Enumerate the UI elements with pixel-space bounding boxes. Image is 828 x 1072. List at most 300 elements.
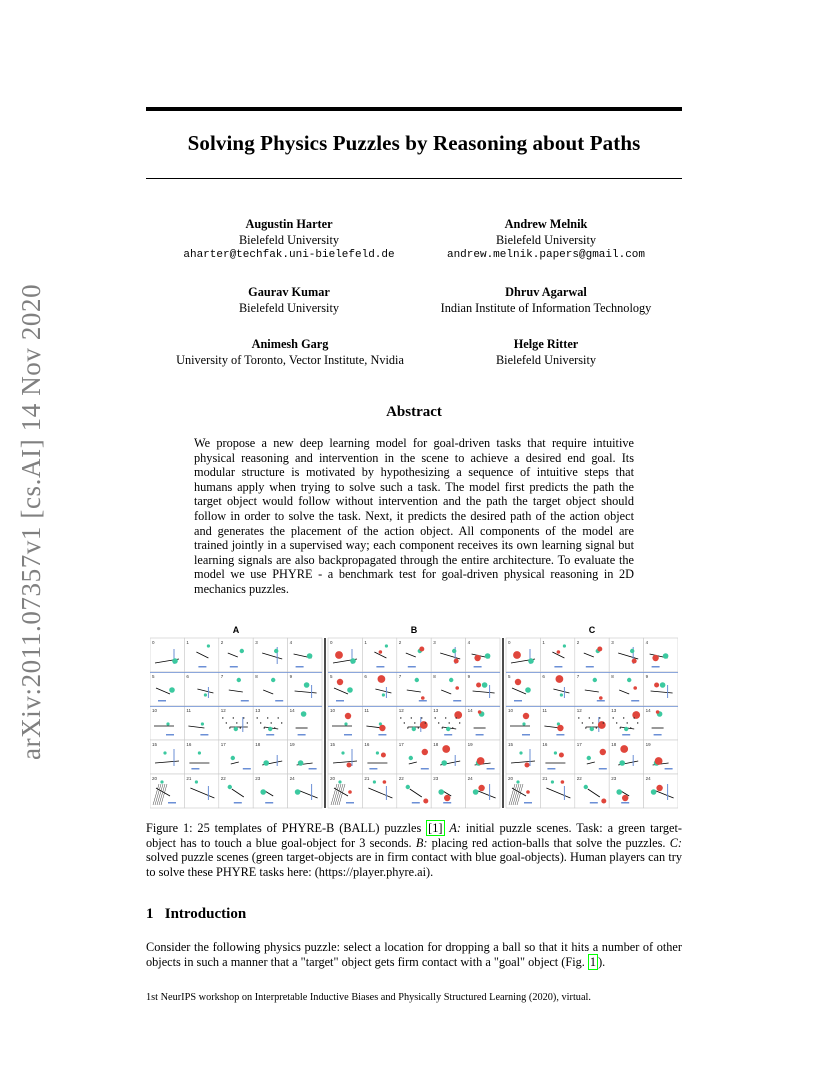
action-ball: [454, 711, 462, 719]
goal-object: [586, 666, 594, 668]
goal-object: [474, 666, 482, 668]
action-ball: [597, 647, 602, 652]
target-ball: [344, 722, 347, 725]
action-ball: [474, 655, 480, 661]
target-ball: [260, 789, 266, 795]
target-ball: [441, 760, 447, 766]
cell-number: 2: [220, 640, 224, 645]
target-ball: [627, 678, 631, 682]
cell-number: 20: [152, 776, 158, 781]
cell-number: 11: [364, 708, 370, 713]
dynamic-dot: [271, 722, 272, 723]
action-ball: [335, 651, 343, 659]
puzzle-cell: [288, 638, 322, 672]
dynamic-dot: [243, 717, 244, 718]
cell-number: 24: [289, 776, 295, 781]
target-ball: [350, 658, 356, 664]
dynamic-dot: [240, 727, 241, 728]
target-ball: [237, 678, 241, 682]
action-ball: [455, 686, 459, 690]
dynamic-dot: [264, 727, 265, 728]
target-ball: [409, 756, 413, 760]
dynamic-dot: [627, 722, 628, 723]
puzzle-grid-figure: [150, 622, 678, 810]
goal-object: [665, 768, 673, 770]
goal-object: [243, 768, 251, 770]
cell-number: 19: [467, 742, 473, 747]
dynamic-dot: [247, 722, 248, 723]
action-ball: [523, 713, 529, 719]
dynamic-dot: [414, 722, 415, 723]
cell-number: 21: [542, 776, 548, 781]
dynamic-dot: [274, 727, 275, 728]
author-affiliation: Bielefeld University: [495, 352, 597, 367]
target-ball: [630, 649, 634, 653]
cell-number: 2: [398, 640, 402, 645]
goal-object: [597, 700, 605, 702]
goal-object: [444, 734, 452, 736]
target-ball: [438, 789, 444, 795]
action-ball: [556, 675, 564, 683]
goal-object: [266, 734, 274, 736]
dynamic-dot: [400, 717, 401, 718]
author-name: Dhruv Agarwal: [505, 285, 587, 299]
action-ball: [421, 696, 425, 700]
action-ball: [476, 683, 481, 688]
target-ball: [619, 760, 625, 766]
cell-number: 14: [467, 708, 473, 713]
action-ball: [656, 785, 662, 791]
target-ball: [415, 678, 419, 682]
intro-paragraph: [146, 940, 682, 969]
action-ball: [347, 763, 352, 768]
action-ball: [379, 650, 383, 654]
dynamic-dot: [616, 722, 617, 723]
target-ball: [584, 785, 588, 789]
target-ball: [616, 789, 622, 795]
dynamic-dot: [229, 727, 230, 728]
target-ball: [473, 789, 479, 795]
action-ball: [525, 763, 530, 768]
cell-number: 20: [330, 776, 336, 781]
cell-number: 0: [330, 640, 333, 645]
cell-number: 11: [542, 708, 548, 713]
target-ball: [482, 682, 488, 688]
target-ball: [624, 727, 628, 731]
target-ball: [201, 722, 204, 725]
dynamic-dot: [582, 722, 583, 723]
goal-object: [487, 768, 495, 770]
target-ball: [446, 727, 450, 731]
dynamic-dot: [407, 727, 408, 728]
dynamic-dot: [226, 722, 227, 723]
action-ball: [419, 647, 424, 652]
target-ball: [274, 649, 278, 653]
target-ball: [452, 649, 456, 653]
goal-object: [309, 768, 317, 770]
cell-number: 22: [398, 776, 404, 781]
goal-object: [419, 700, 427, 702]
goal-object: [275, 700, 283, 702]
cell-number: 0: [152, 640, 155, 645]
dynamic-dot: [404, 722, 405, 723]
target-ball: [522, 722, 525, 725]
target-ball: [485, 653, 491, 659]
goal-object: [654, 734, 662, 736]
goal-object: [265, 802, 273, 804]
target-ball: [406, 785, 410, 789]
target-ball: [263, 760, 269, 766]
action-ball: [381, 753, 386, 758]
action-ball: [632, 711, 640, 719]
cell-number: 0: [508, 640, 511, 645]
goal-object: [453, 700, 461, 702]
cell-number: 7: [398, 674, 402, 679]
author-affiliation: University of Toronto, Vector Institute, Nvidia: [176, 352, 404, 367]
target-ball: [376, 751, 379, 754]
cell-number: 17: [398, 742, 404, 747]
cell-number: 1: [186, 640, 189, 645]
puzzle-cell: [644, 638, 678, 672]
goal-object: [346, 802, 354, 804]
cell-number: 12: [220, 708, 226, 713]
goal-object: [476, 734, 484, 736]
cell-number: 5: [152, 674, 155, 679]
cell-number: 11: [186, 708, 192, 713]
goal-object: [369, 768, 377, 770]
caption-c-text: solved puzzle scenes (green target-objects are in firm contact with blue goal-objects). Human players can try to solve these PHYRE tasks here: (https://player.phyre.ai).: [146, 850, 682, 879]
goal-object: [378, 734, 386, 736]
cell-number: 13: [611, 708, 617, 713]
author-affiliation: Bielefeld University: [238, 300, 340, 315]
target-ball: [307, 653, 313, 659]
action-ball: [599, 696, 603, 700]
action-ball: [513, 651, 521, 659]
intro-text: Consider the following physics puzzle: select a location for dropping a ball so that it hits a number of other objects in such a manner that a "target" object gets firm contact with a "goal" object (Fig.: [146, 940, 682, 969]
author-affiliation: Bielefeld University: [238, 232, 340, 247]
cell-number: 24: [645, 776, 651, 781]
dynamic-dot: [281, 722, 282, 723]
goal-object: [408, 666, 416, 668]
target-ball: [271, 678, 275, 682]
action-ball: [557, 725, 563, 731]
action-ball: [559, 753, 564, 758]
dynamic-dot: [620, 727, 621, 728]
target-ball: [169, 687, 175, 693]
puzzle-cell: [431, 638, 465, 672]
title-rule: [146, 178, 682, 179]
action-ball: [337, 679, 343, 685]
puzzle-cell: [644, 672, 678, 706]
cell-number: 21: [186, 776, 192, 781]
author-name: Augustin Harter: [245, 217, 333, 231]
cell-number: 18: [611, 742, 617, 747]
cell-number: 17: [220, 742, 226, 747]
puzzle-cell: [506, 672, 540, 706]
dynamic-dot: [456, 717, 457, 718]
author-affiliation: Bielefeld University: [495, 232, 597, 247]
dynamic-dot: [278, 717, 279, 718]
action-ball: [345, 713, 351, 719]
target-ball: [240, 649, 244, 653]
cell-number: 23: [611, 776, 617, 781]
cell-number: 2: [576, 640, 580, 645]
goal-object: [230, 666, 238, 668]
target-ball: [301, 711, 307, 717]
panel-label: B: [410, 625, 418, 635]
puzzle-cell: [288, 672, 322, 706]
target-ball: [412, 727, 416, 731]
target-ball: [563, 644, 566, 647]
citation-link[interactable]: [1]: [428, 821, 443, 835]
cell-number: 16: [364, 742, 370, 747]
abstract-text: We propose a new deep learning model for goal-driven tasks that require intuitive physical reasoning and intervention in the scene to achieve a desired end goal. Its modular structure is motivated by hypothesizing a sequence of intuitive steps that humans apply when trying to solve such a task. The model first predicts the path the target object would follow without intervention and the path the target object should follow in order to solve the task. Next, it predicts the desired path of the action object and generates the placement of the action object. All components of the model are trained jointly in a supervised way; each component receives its own learning signal but learning signals are also backpropagated through the entire architecture. To evaluate the model we use PHYRE - a benchmark test for goal-driven physical reasoning in 2D mechanics puzzles.: [194, 436, 634, 596]
author-block-1: [160, 217, 418, 264]
cell-number: 7: [220, 674, 224, 679]
caption-c-label: C:: [669, 835, 682, 850]
action-ball: [656, 710, 660, 714]
action-ball: [478, 785, 484, 791]
dynamic-dot: [592, 722, 593, 723]
dynamic-dot: [623, 717, 624, 718]
target-ball: [373, 780, 376, 783]
caption-b-text: placing red action-balls that solve the puzzles.: [427, 835, 670, 850]
target-ball: [516, 780, 519, 783]
goal-object: [241, 700, 249, 702]
target-ball: [382, 693, 385, 696]
goal-object: [234, 802, 242, 804]
dynamic-dot: [459, 722, 460, 723]
author-name: Andrew Melnik: [504, 217, 588, 231]
caption-a-text: initial puzzle scenes. Task: a green target-object has to touch a blue goal-object for 3 seconds.: [146, 821, 682, 850]
cell-number: 24: [467, 776, 473, 781]
figure-1: [150, 622, 678, 810]
target-ball: [234, 727, 238, 731]
target-ball: [160, 780, 163, 783]
cell-number: 1: [364, 640, 367, 645]
cell-number: 7: [576, 674, 580, 679]
caption-a-label: A:: [449, 821, 462, 835]
author-block-6: [418, 337, 674, 368]
caption-lead: Figure 1: 25 templates of PHYRE-B (BALL) puzzles: [146, 821, 427, 835]
section-number: 1: [146, 906, 154, 922]
dynamic-dot: [418, 727, 419, 728]
puzzle-cell: [328, 672, 362, 706]
goal-object: [336, 700, 344, 702]
dynamic-dot: [435, 717, 436, 718]
action-ball: [526, 790, 530, 794]
cell-number: 19: [289, 742, 295, 747]
author-email[interactable]: andrew.melnik.papers@gmail.com: [446, 249, 646, 261]
goal-object: [590, 802, 598, 804]
puzzle-cell: [466, 672, 500, 706]
goal-object: [168, 802, 176, 804]
author-block-2: [418, 217, 674, 264]
action-ball: [422, 749, 428, 755]
action-ball: [515, 679, 521, 685]
action-ball: [444, 795, 450, 801]
dynamic-dot: [630, 727, 631, 728]
target-ball: [560, 693, 563, 696]
target-ball: [385, 644, 388, 647]
dynamic-dot: [411, 717, 412, 718]
target-ball: [347, 687, 353, 693]
goal-object: [191, 768, 199, 770]
action-ball: [632, 659, 637, 664]
cell-number: 14: [289, 708, 295, 713]
target-ball: [195, 780, 198, 783]
cell-number: 10: [330, 708, 336, 713]
dynamic-dot: [637, 722, 638, 723]
goal-object: [621, 802, 629, 804]
cell-number: 9: [645, 674, 649, 679]
cell-number: 22: [576, 776, 582, 781]
target-ball: [590, 727, 594, 731]
goal-object: [547, 768, 555, 770]
paper-title: Solving Physics Puzzles by Reasoning about Paths: [187, 131, 641, 155]
target-ball: [204, 693, 207, 696]
dynamic-dot: [599, 717, 600, 718]
action-ball: [442, 745, 450, 753]
cell-number: 13: [433, 708, 439, 713]
target-ball: [651, 789, 657, 795]
cell-number: 9: [467, 674, 471, 679]
target-ball: [268, 727, 272, 731]
puzzle-cell: [466, 638, 500, 672]
cell-number: 8: [611, 674, 614, 679]
action-ball: [598, 721, 606, 729]
cell-number: 6: [542, 674, 545, 679]
puzzle-cell: [328, 638, 362, 672]
section-heading: [146, 906, 246, 923]
target-ball: [304, 682, 310, 688]
target-ball: [551, 780, 554, 783]
cell-number: 4: [289, 640, 293, 645]
panel-label: A: [232, 625, 240, 635]
cell-number: 19: [645, 742, 651, 747]
goal-object: [158, 700, 166, 702]
dynamic-dot: [425, 722, 426, 723]
action-ball: [478, 710, 482, 714]
target-ball: [231, 756, 235, 760]
target-ball: [663, 653, 669, 659]
action-ball: [383, 780, 387, 784]
goal-object: [421, 768, 429, 770]
puzzle-cell: [150, 638, 184, 672]
dynamic-dot: [578, 717, 579, 718]
cell-number: 15: [508, 742, 514, 747]
target-ball: [593, 678, 597, 682]
dynamic-dot: [257, 717, 258, 718]
dynamic-dot: [233, 717, 234, 718]
puzzle-cell: [506, 638, 540, 672]
cell-number: 4: [467, 640, 471, 645]
puzzle-cell: [253, 638, 287, 672]
cell-number: 10: [508, 708, 514, 713]
cell-number: 9: [289, 674, 293, 679]
dynamic-dot: [222, 717, 223, 718]
arxiv-identifier: arXiv:2011.07357v1 [cs.AI] 14 Nov 2020: [16, 283, 46, 760]
cell-number: 3: [255, 640, 258, 645]
author-block-5: [150, 337, 430, 368]
cell-number: 21: [364, 776, 370, 781]
target-ball: [449, 678, 453, 682]
author-email[interactable]: aharter@techfak.uni-bielefeld.de: [183, 249, 395, 261]
cell-number: 12: [576, 708, 582, 713]
figure-ref-link[interactable]: 1: [589, 954, 597, 969]
action-ball: [601, 799, 606, 804]
cell-number: 23: [255, 776, 261, 781]
cell-number: 18: [255, 742, 261, 747]
cell-number: 23: [433, 776, 439, 781]
dynamic-dot: [452, 727, 453, 728]
target-ball: [163, 751, 166, 754]
goal-object: [514, 700, 522, 702]
cell-number: 14: [645, 708, 651, 713]
figure-caption: [146, 821, 682, 879]
puzzle-cell: [184, 672, 218, 706]
action-ball: [557, 650, 561, 654]
cell-number: 6: [364, 674, 367, 679]
dynamic-dot: [634, 717, 635, 718]
goal-object: [200, 734, 208, 736]
action-ball: [420, 721, 428, 729]
cell-number: 18: [433, 742, 439, 747]
goal-object: [524, 802, 532, 804]
cell-number: 16: [542, 742, 548, 747]
goal-object: [522, 734, 530, 736]
cell-number: 6: [186, 674, 189, 679]
cell-number: 5: [330, 674, 333, 679]
dynamic-dot: [260, 722, 261, 723]
goal-object: [556, 734, 564, 736]
intro-end: ).: [598, 954, 606, 969]
goal-object: [652, 666, 660, 668]
dynamic-dot: [603, 722, 604, 723]
author-name: Animesh Garg: [251, 337, 329, 351]
caption-b-label: B:: [415, 835, 428, 850]
author-affiliation: Indian Institute of Information Technology: [440, 300, 652, 315]
panel-label: C: [588, 625, 596, 635]
puzzle-cell: [150, 672, 184, 706]
target-ball: [338, 780, 341, 783]
action-ball: [477, 757, 485, 765]
cell-number: 8: [255, 674, 258, 679]
target-ball: [207, 644, 210, 647]
target-ball: [554, 751, 557, 754]
action-ball: [633, 686, 637, 690]
puzzle-cell: [609, 638, 643, 672]
cell-number: 3: [611, 640, 614, 645]
cell-number: 10: [152, 708, 158, 713]
target-ball: [525, 687, 531, 693]
top-rule: [146, 107, 682, 111]
cell-number: 4: [645, 640, 649, 645]
cell-number: 20: [508, 776, 514, 781]
author-block-4: [418, 285, 674, 316]
goal-object: [631, 700, 639, 702]
target-ball: [295, 789, 301, 795]
action-ball: [620, 745, 628, 753]
goal-object: [298, 734, 306, 736]
goal-object: [198, 666, 206, 668]
target-ball: [172, 658, 178, 664]
goal-object: [599, 768, 607, 770]
author-name: Gaurav Kumar: [248, 285, 330, 299]
dynamic-dot: [445, 717, 446, 718]
author-block-3: [160, 285, 418, 316]
goal-object: [166, 734, 174, 736]
